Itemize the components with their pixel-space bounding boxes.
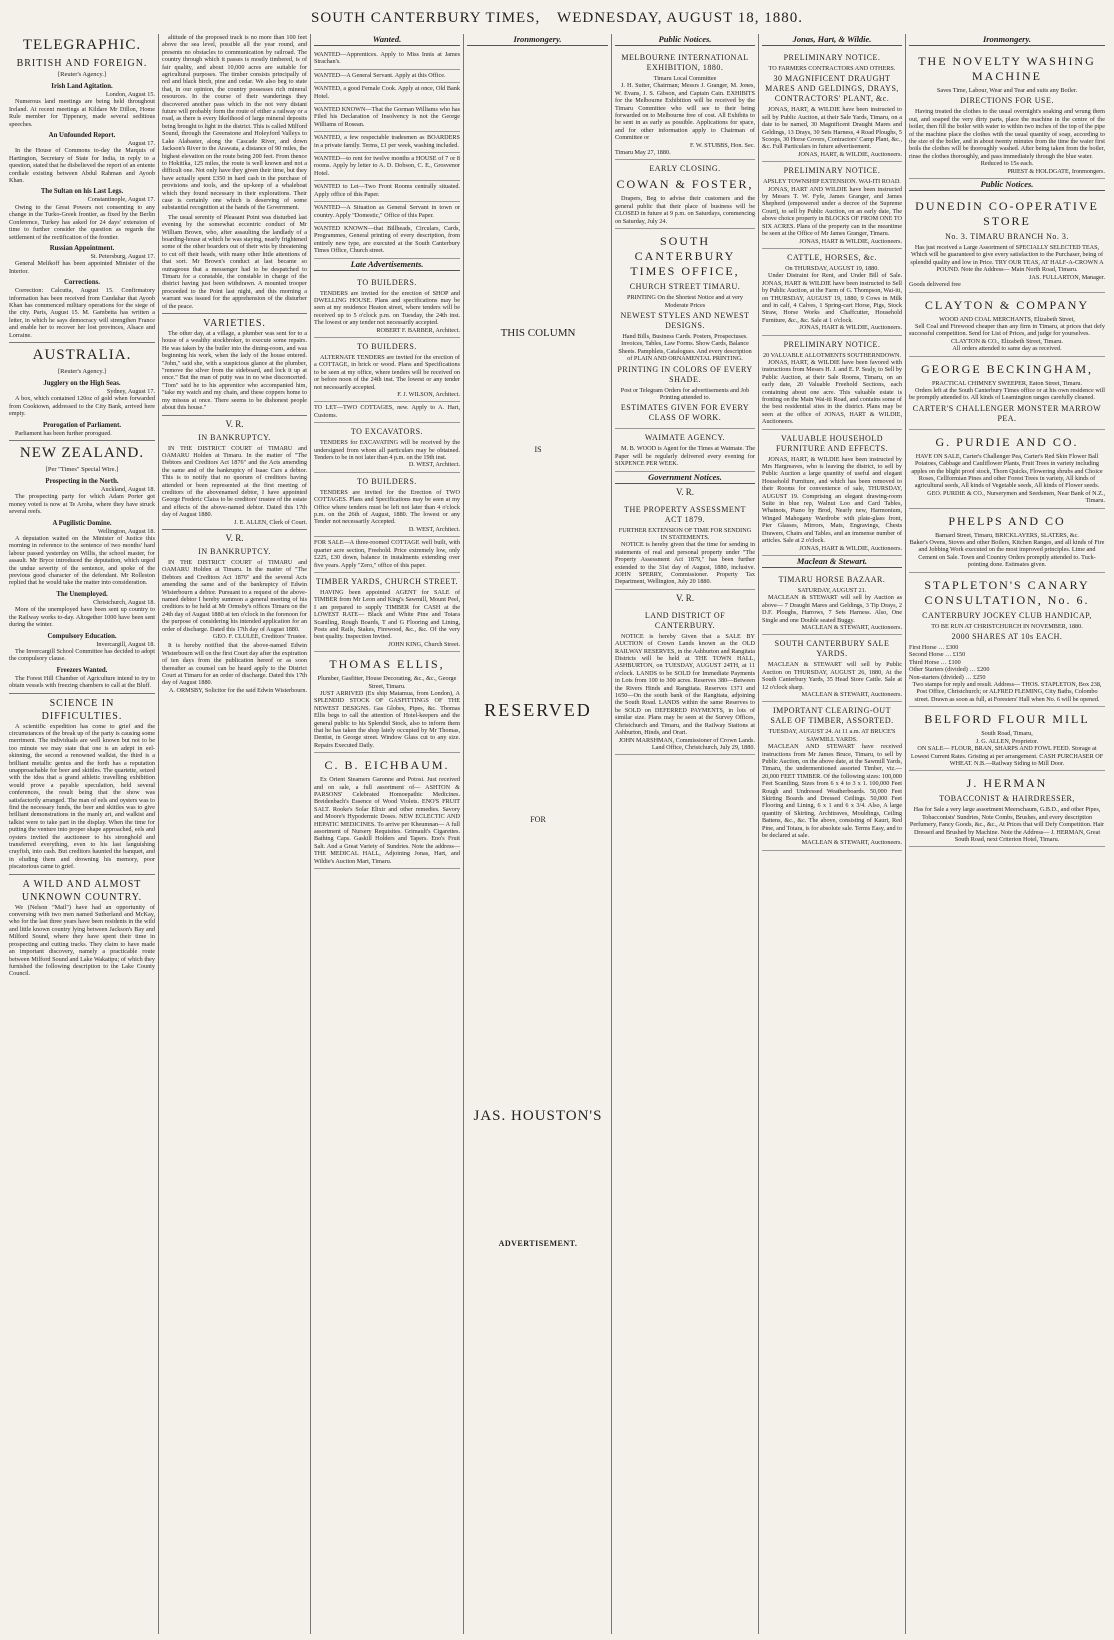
section-header: Public Notices. (909, 179, 1105, 191)
notice-title: IN BANKRUPTCY. (198, 432, 271, 442)
auction-notice: VALUABLE HOUSEHOLD FURNITURE AND EFFECTS. JONAS, HART, & WILDIE have been instructed by Mrs Hargreaves, who is leaving the district, to sell by Public Auction a large quantity of useful and elegant Household Furniture, and which has been removed to their Rooms for convenience of sale, THURSDAY, AUGUST 19. Comprising an elegant drawing-room Suite in blue rep, Walnut Loo and Card Tables, Whatnots, Piano by Brod, Nearly new, Harmonium, Winged Mahogany Wardrobe with plate-glass front, Pier Glasses, Mirrors, Mats, Engravings, Chests Drawers, Chairs and Tables, and an immense number of articles. Sale at 2 o'clock. JONAS, HART & WILDIE, Auctioneers. (762, 430, 902, 556)
paper-name: SOUTH CANTERBURY TIMES, (311, 10, 541, 26)
chimney-sweep-ad: GEORGE BECKINGHAM, PRACTICAL CHIMNEY SWEEPER, Eaton Street, Timaru. Orders left at the South Canterbury Times office or at his own residence will be promptly attended to. All kinds of Leamington ranges carefully cleaned. CARTER'S CHALLENGER MONSTER MARROW PEA. (909, 357, 1105, 430)
prize-row: Non-starters (divided) … £250 (909, 673, 986, 681)
column-wanted (310, 34, 463, 1634)
prize-list (909, 644, 1105, 681)
divider (162, 415, 307, 416)
news-item: A Pugilistic Domine. Wellington, August 18. A deputation waited on the Minister of Justice this morning in reference to the sentence of two months' hard labour passed yesterday on Willis, the school master, for assault. Mr Bryce introduced the deputation, which urged the undue severity of the sentence, and spoke of the previous good character of the defendant. Mr Rolleston replied that he would take the matter into consideration. (9, 519, 155, 587)
classified-ad: FOR SALE—A three-roomed COTTAGE well built, with quarter acre section, Freehold. Price extremely low, only £225, £30 down, balance in instalments extending over five years. Apply "Zero," office of this paper. (314, 537, 460, 573)
column-reserved (463, 34, 611, 1634)
section-header: Jonas, Hart, & Wildie. (762, 34, 902, 46)
article-title: A WILD AND ALMOST UNKNOWN COUNTRY. (21, 878, 143, 903)
reserved-line: IS (534, 445, 542, 454)
reserved-line: RESERVED (484, 700, 592, 720)
prize-row: First Horse … £300 (909, 644, 959, 652)
classified-ad: WANTED, a good Female Cook. Apply at once, Old Bank Hotel. (314, 83, 460, 104)
tender-ad: TO EXCAVATORS. TENDERS for EXCAVATING will be received by the undersigned from whom all particulars may be obtained. Tenders to be in not later than 4 p.m. on the 19th inst. D. WEST, Architect. (314, 423, 460, 473)
coal-merchant-ad: CLAYTON & COMPANY WOOD AND COAL MERCHANTS, Elizabeth Street, Sell Coal and Firewood cheaper than any firm in Timaru, at prices that defy successful competition. Send for List of Prices, and judge for yourselves. CLAYTON & CO., Elizabeth Street, Timaru. All orders attended to same day as received. (909, 293, 1105, 357)
auction-notice: SOUTH CANTERBURY SALE YARDS. MACLEAN & STEWART will sell by Public Auction on THURSDAY, AUGUST 26, 1880, At the South Canterbury Yards, 35 Head Store Cattle. Sale at 12 o'clock sharp. MACLEAN & STEWART, Auctioneers. (762, 635, 902, 702)
section-header: Late Advertisements. (314, 259, 460, 271)
notice-signature: J. E. ALLEN, Clerk of Court. (233, 518, 307, 526)
auction-notice: IMPORTANT CLEARING-OUT SALE OF TIMBER, ASSORTED. TUESDAY, AUGUST 24. At 11 a.m. AT BRUCE'S SAWMILL YARDS. MACLEAN AND STEWART have received instructions from Mr James Bruce, Timaru, to sell by Public Auction, on the above date, at the Sawmill Yards, Timaru, the undermentioned assorted Timber, viz.— 20,000 FEET TIMBER. Of the following sizes: 100,000 Feet Scantling, Sizes from 6 x 4 to 3 x 1. 100,000 Feet Rough and Undressed Weatherboards. 50,000 Feet Skirting Boards and Dressed Ceilings. 50,000 Feet Flooring and Lining, 6 x 1 and 6 x 3/4. Also, A large quantity of Skirting, Architraves, Mouldings, Ceiling Battens, &c., &c. The above, consisting of Kauri, Red Pine, and Totara, is for absolute sale. Terms Easy, and to be declared at sale. MACLEAN & STEWART, Auctioneers. (762, 702, 902, 851)
auction-notice: PRELIMINARY NOTICE. APSLEY TOWNSHIP EXTENSION. WAI-ITI ROAD. JONAS, HART AND WILDIE have been instructed by Messrs T. W. Fyfe, James Granger, and James Shepherd (empowered under a decree of the Supreme Court), to sell by Public Auction, on an early date, The above choice property in BLOCKS OF FROM ONE TO SIX ACRES. Plans of the property can in the meantime be seen at the Office of Mr James Granger, Timaru. JONAS, HART & WILDIE, Auctioneers. (762, 162, 902, 249)
article-body: altitude of the proposed track is no more than 100 feet above the sea level, possible all the year round, and presents no obstacles to communication by railroad. The country through which it passes is mostly timbered, is of fair quality, and about 10,000 acres are suitable for agricultural purposes. The timber consists principally of red and black birch, pine and cedar. We also beg to state that, in our opinion, the country possesses rich mineral resources. In the course of their wanderings they discovered another pass which in the not very distant future will probably form the route of either a railway or a road, as there is every likelihood of large mineral deposits being brought to light in the district. This is called Milford Sound, through the Greenstone and Holeyford Valleys to Lake Alabaster, along the Cascade River, and down Jackson's River to the Arawata, a distance of 90 miles, the highest elevation on the route being 200 feet. From thence to Hokitika, 125 miles, the route is well known and not a difficult one. Not only have they given their time, but they have actually spent £350 in hard cash in the purchase of provisions and tools, and the up-keep of a whaleboat which they found necessary in their explorations. Their case is certainly one which is deserving of some substantial recognition at the hands of the Government. (162, 34, 307, 212)
newspaper-columns (6, 34, 1108, 1634)
section-subtitle: BRITISH AND FOREIGN. (16, 58, 148, 69)
consultation-ad: STAPLETON'S CANARY CONSULTATION, No. 6. CANTERBURY JOCKEY CLUB HANDICAP, TO BE RUN AT CHRISTCHURCH IN NOVEMBER, 1880. 2000 SHARES AT 10s EACH. First Horse … £300 Second Horse … £150 Third Horse … £100 Other Starters (divided) … £200 Non-starters (divided) … £250 Two stamps for reply and result. Address— THOS. STAPLETON, Box 238, Post Office, Christchurch; or ALFRED FLEMING, City Baths, Colombo street. Drawn as soon as full, at Foresters' Hall when No. 6 will be opened. (909, 573, 1105, 708)
tobacconist-ad: J. HERMAN TOBACCONIST & HAIRDRESSER, Has for Sale a very large assortment Meerschaum, G.B.D., and other Pipes, Tobacconists' Sundries, Note Combs, Brushes, and every description Perfumery, Fancy Goods, &c., &c., At Prices that will Defy Competition. Hair Dressed and Brushed by Machine. Note the Address— J. HERMAN, Great South Road, next Criterion Hotel, Timaru. (909, 771, 1105, 847)
prize-row: Second Horse … £150 (909, 651, 966, 659)
classified-ad: WANTED—Apprentices. Apply to Miss Innis at James Strachan's. (314, 49, 460, 70)
column-public-notices (611, 34, 758, 1634)
ellis-ad: THOMAS ELLIS, Plumber, Gasfitter, House Decorating, &c., &c., George Street, Timaru. JUST ARRIVED (Ex ship Matamua, from London), A SPLENDID STOCK OF GASFITTINGS OF THE NEWEST DESIGNS. Gas Globes, Pipes, &c. Thomas Ellis begs to call the attention of Hotel-keepers and the general public to his Splendid Stock, also to inform them that he has taken the shop lately occupied by Mr Thomas, Dentist, in George street. Window Glass cut to any size. Repairs Executed Daily. (314, 652, 460, 753)
section-header: Government Notices. (615, 472, 755, 484)
news-item: Prorogation of Parliament. Parliament has been further prorogued. (15, 421, 122, 437)
divider (9, 693, 155, 694)
classified-ad: WANTED—A General Servant. Apply at this Office. (314, 70, 460, 83)
news-item: Freezers Wanted. The Forest Hill Chamber of Agriculture intend to try to obtain vessels with freezing chambers to call at the Bluff. (9, 666, 155, 690)
divider (162, 313, 307, 314)
royal-crest: V. R. (675, 592, 695, 603)
news-source: [Reuter's Agency.] (57, 71, 107, 78)
classified-ad: WANTED KNOWN—That the Gorman Williams who has Filed his Declaration of Insolvency is not the George Williams of Rosean. (314, 104, 460, 132)
classified-ad: TO LET—TWO COTTAGES, new. Apply to A. Hart, Customs. (314, 402, 460, 423)
prize-row: Third Horse … £100 (909, 658, 961, 666)
notice-body: IN THE DISTRICT COURT of TIMARU and OAMARU Holden at Timaru. In the matter of "The Debtors and Creditors Act 1876" and the several Acts amending the same and of the bankruptcy of Edwin Wisterbourn a debtor. Pursuant to a request of the above-named debtor I hereby summon a general meeting of his creditors to be held at Mr Ormsby's offices Timaru on the 24th day of August 1880 at ten o'clock in the forenoon for the purpose of considering his intended application for an order of discharge. Dated this 17th day of August 1880. (162, 558, 307, 633)
section-header: Ironmongery. (909, 34, 1105, 46)
prize-row: Other Starters (divided) … £200 (909, 666, 990, 674)
news-item: Compulsory Education. Invercargill, August 18. The Invercargill School Committee has decided to adopt the compulsory clause. (9, 632, 155, 663)
news-item: An Unfounded Report. August 17. In the House of Commons to-day the Marquis of Hartington, Secretary of State for India, in reply to a question, stated that he disbelieved the report of an entente cordiale existing between Abdul Rahman and Ayoob Khan. (9, 132, 155, 185)
article-body: A scientific expedition has come to grief and the circumstances of the break up of the party is causing some merriment. The individuals are well known but not to be too minute we may state that one is an adept in eel-skinning, the second a renowned walkist, the third is a brilliant metallic genius and the forth has a reputation unapproachable for beer and skittles. The quartette, seized with the idea that a grand athletic travelling exhibition would prove a payable speculation, held several conferences, the result being that the show was satisfactorily arranged. The man of eels and oysters was to find the necessary funds, the beer and skittles was to give brilliant demonstrations in the manly art, and walkist and talkist were to take part in the display. When the time for putting the venture into proper shape approached, eels and oysters invited the auctioneer to his stronghold and transferred everything, even to his last languishing crayfish, into cash. But creditors haunted the banquet, and in eluding them and drowning his memory, poor piscatorious came to grief. (9, 722, 155, 871)
exhibition-notice: MELBOURNE INTERNATIONAL EXHIBITION, 1880. Timaru Local Committee J. H. Sutter, Chairman; Messrs J. Granger, M. Jones, W. Evans, J. S. Gibson, and Captain Cain. EXHIBITS for the Melbourne Exhibition will be received by the Timaru Committee who will see to their being forwarded on to Melbourne free of cost. All Exhibits to be sent in as early as possible. Applications for space, and for other information apply to Chairman of Committee or F. W. STUBBS, Hon. Sec. Timaru May 27, 1880. (615, 49, 755, 160)
tender-ad: TO BUILDERS. ALTERNATE TENDERS are invited for the erection of a COTTAGE, in brick or wood. Plans and Specifications to be seen at my office, where tenders will be received on or before noon of the 24th inst. The lowest or any tender not necessarily accepted. F. J. WILSON, Architect. (314, 338, 460, 402)
section-title: NEW ZEALAND. (19, 445, 145, 461)
flour-mill-ad: BELFORD FLOUR MILL South Road, Timaru, J. G. ALLEN, Proprietor. ON SALE— FLOUR, BRAN, SHARPS AND FOWL FEED. Storage at Lowest Current Rates. Gristing at per arrangement. CASH PURCHASER OF WHEAT. N.B.—Railway Siding to Mill Door. (909, 707, 1105, 771)
news-item: Russian Appointment. St. Petersburg, August 17. General Melikoff has been appointed Minister of the Interior. (9, 244, 155, 275)
news-item: Jugglery on the High Seas. Sydney, August 17. A box, which contained 120oz of gold when forwarded from Cooktown, addressed to the City Bank, arrived here empty. (9, 379, 155, 418)
tender-ad: TO BUILDERS. TENDERS are invited for the erection of SHOP and DWELLING HOUSE. Plans and specifications may be seen at my residence Heaton street, where tenders will be received up to 5 o'clock p.m. on Tuesday, the 24th inst. The lowest or any tender not necessarily accepted. ROBERT F. BARBER, Architect. (314, 274, 460, 338)
royal-crest: V. R. (675, 486, 695, 497)
auction-notice: PRELIMINARY NOTICE. 20 VALUABLE ALLOTMENTS SOUTHERNDOWN. JONAS, HART, & WILDIE have been favored with instructions from Messrs H. J. and E. P. Sealy, to Sell by Public Auction, at their Sale Rooms, Timaru, on an early date, 20 Valuable Freehold Sections, each containing about one acre. This valuable estate is fronting on the Main Wai-iti Road, and contains some of the best residential sites in the district. Plans may be seen at the office of JONAS, HART & WILDIE, Auctioneers. (762, 336, 902, 430)
section-title: AUSTRALIA. (32, 346, 132, 363)
section-title: TELEGRAPHIC. (22, 37, 142, 53)
reserved-line: FOR (530, 815, 546, 824)
land-sale-notice: LAND DISTRICT OF CANTERBURY. NOTICE is hereby Given that a SALE BY AUCTION of Crown Lands known as the OLD RAILWAY RESERVES, in the Ashburton and Rangitata Districts will be held at THE TOWN HALL, ASHBURTON, on TUESDAY, AUGUST 24TH, at 11 o'clock. LANDS to be SOLD for Immediate Payments in Lots from 100 to 300 acres. Reserves 380—Between the Rivers Hinds and Rangitata. Reserves 1371 and 1650—On the south bank of the Rangitata, adjoining the South Road. LANDS within the same Reserves to be SOLD on DEFERRED PAYMENTS, in lots of similar size. Plans may be seen at the Survey Offices, Christchurch and Timaru, and the Railway Stations at Ashburton, Hinds, and Orari. JOHN MARSHMAN, Commissioner of Crown Lands. Land Office, Christchurch, July 29, 1880. (615, 607, 755, 756)
auction-notice: PRELIMINARY NOTICE. TO FARMERS CONTRACTORS AND OTHERS. 30 MAGNIFICENT DRAUGHT MARES AND GELDINGS, DRAYS, CONTRACTORS' PLANT, &c. JONAS, HART, & WILDIE have been instructed to sell by Public Auction, at their Sale Yards, Timaru, on a date to be named, 30 Magnificent Draught Mares and Geldings, 13 Drays, 30 Sets Harness, 4 Road Ploughs, 5 Scoops, 30 Horse Covers, Contractors' Camp Plant, &c., &c. Full Particulars in future advertisement. JONAS, HART, & WILDIE, Auctioneers. (762, 49, 902, 162)
nursery-ad: G. PURDIE AND CO. HAVE ON SALE, Carter's Challenger Pea, Carter's Red Skin Flower Ball Potatoes, Cabbage and Cauliflower Plants, Fruit Trees in variety including apples on the blight proof stock, Thorn Quicks, Flowering shrubs and Choice Roses, Cellformian Pines and other Forest Trees in variety, All kinds of agricultural seeds, All kinds of Vegetable seeds, All kinds of Flower seeds. GEO. PURDIE & CO., Nurserymen and Seedsmen, Near Bank of N.Z., Timaru. (909, 430, 1105, 509)
article-title: SCIENCE IN DIFFICULTIES. (41, 697, 123, 722)
issue-date: WEDNESDAY, AUGUST 18, 1880. (557, 10, 803, 26)
news-source: [Reuter's Agency.] (57, 367, 107, 375)
notice-signature: A. ORMSBY, Solicitor for the said Edwin Wisterbourn. (168, 686, 307, 694)
column-ironmongery (905, 34, 1108, 1634)
early-closing-notice: EARLY CLOSING. COWAN & FOSTER, Drapers, Beg to advise their customers and the general public that their place of business will be CLOSED in future at 9 p.m. on Saturdays, commencing on Saturday, July 24. (615, 160, 755, 229)
notice-body: It is hereby notified that the above-named Edwin Wisterbourn will on the first Court day after the expiration of ten days from the publication hereof or as soon thereafter as counsel can be heard apply to the District Court at Timaru for an order of discharge. Dated this 17th day of August 1880. (162, 642, 307, 687)
notice-title: IN BANKRUPTCY. (198, 546, 271, 556)
divider (162, 529, 307, 530)
news-source: [Per "Times" Special Wire.] (45, 466, 119, 473)
column-auctioneers (758, 34, 905, 1634)
divider (9, 440, 155, 441)
cooperative-store-ad: DUNEDIN CO-OPERATIVE STORE No. 3. TIMARU BRANCH No. 3. Has just received a Large Assortment of SPECIALLY SELECTED TEAS, Which will be guaranteed to give every satisfaction to the Purchaser, being of splendid quality and low in Price. TRY OUR TEAS, AT HALF-A-CROWN A POUND. Note the Address— Main North Road, Timaru. JAS. FULLARTON, Manager. Goods delivered free (909, 194, 1105, 292)
article-body: We (Nelson "Mail") have had an opportunity of conversing with two men named Sutherland and McKay, who for the last three years have been residents in the wild and little known country lying between Jackson's Bay and Milford Sound, where they have spent their time in prospecting and cutting tracks. They claim to have made an important discovery, namely a practicable route between Milford Sound and Lake Wakatipu; of which they furnished the following description to the Lake County Council. (9, 903, 155, 978)
news-item: The Sultan on his Last Legs. Constantinople, August 17. Owing to the Great Powers not consenting to any change in the Turko-Greek frontier, as fixed by the Berlin Conference, Turkey has asked for 24 days' extension of time to further consider the question as regards the settlement of the rectification of the frontier. (9, 188, 155, 241)
timber-ad: TIMBER YARDS, CHURCH STREET. HAVING been appointed AGENT for SALE of TIMBER from Mr Leon and King's Sawmill, Mount Peel, I am prepared to supply TIMBER for CASH at the LOWEST RATE— Black and White Pine and Totara Scantling, Rough Boards, T and G Flooring and Lining, Posts and Rails, Stakes, Firewood, &c., &c. Of the very best quality. Inspection Invited. JOHN KING, Church Street. (314, 573, 460, 652)
notice-body: IN THE DISTRICT COURT of TIMARU and OAMARU Holden at Timaru. In the matter of "The Debtors and Creditors Act 1876" and the Acts amending the same and of the bankruptcy of Isaac Cars a debtor. This is to notify that no quorum of creditors having attended or been represented at the first meeting of creditors of the abovenamed debtor, I have appointed George Frederic Claiss to be creditors' trustee of the estate and effects of the above-named debtor. Dated this 17th day of August 1880. (162, 444, 307, 519)
classified-ad: WANTED—to rent for twelve months a HOUSE of 7 or 8 rooms. Apply by letter to A. D. Dobson, C. E., Grosvenor Hotel. (314, 153, 460, 181)
section-header: Ironmongery. (467, 34, 608, 46)
auction-notice: CATTLE, HORSES, &c. On THURSDAY, AUGUST 19, 1880. Under Distraint for Rent, and Under Bill of Sale. JONAS, HART & WILDIE have been instructed to Sell by Public Auction, at the Farm of G. Thompson, Wai-iti, on THURSDAY, AUGUST 19, 1880, 9 Cows in Milk and in calf, 4 Calves, 1 Spring-cart Horse, Pigs, Stock Straw, Horse Works and Chaffcutter, Household Furniture, &c., &c. Sale at 1 o'clock. JONAS, HART & WILDIE, Auctioneers. (762, 249, 902, 336)
news-item: Irish Land Agitation. London, August 15. Numerous land meetings are being held throughout Ireland. At recent meetings at Kildare Mr Dillon, Home Rule member for Tipperary, made several seditious speeches. (9, 83, 155, 128)
bricklayers-ad: PHELPS AND CO Barnard Street, Timaru, BRICKLAYERS, SLATERS, &c. Baker's Ovens, Stoves and other Boilers, Kitchen Ranges, and all kinds of Fire and Jobbing Work executed on the most improved principles. Lime and Cement on Sale. Town and Country Orders promptly attended to. Tuck-pointing done. Estimates given. (909, 509, 1105, 573)
article-body: The usual serenity of Pleasant Point was disturbed last evening by the somewhat eccentric conduct of Mr William Brown, who, after assaulting the landlady of a boarding-house at which he was staying, nearly frightened some of the other boarders out of their wits by threatening to cut off their heads, with many other little attentions of that sort. Mr Brown's conduct at last became so outrageous that a messenger had to be despatched to Timaru for a constable, the constable in charge of the district having just been withdrawn. A mounted trooper proceeded to the Point last night, and this morning a warrant was issued for the apprehension of the disturber of the peace. (162, 213, 307, 310)
reserved-line: THIS COLUMN (500, 327, 576, 339)
classified-ad: WANTED—A Situation as General Servant in town or country. Apply "Domestic," Office of this Paper. (314, 202, 460, 223)
tender-ad: TO BUILDERS. TENDERS are invited for the Erection of TWO COTTAGES. Plans and Specifications may be seen at my Office where tenders must be left not later than 4 o'clock p.m. on the 26th of August, 1880. The lowest or any Tender not necessarily Accepted. D. WEST, Architect. (314, 473, 460, 537)
printing-office-ad: SOUTH CANTERBURY TIMES OFFICE, CHURCH STREET TIMARU. PRINTING On the Shortest Notice and at very Moderate Prices NEWEST STYLES AND NEWEST DESIGNS. Hand Bills, Business Cards. Posters, Prospectuses. Invoices, Tables, Law Forms. Show Cards, Balance Sheets. Pamphlets, Catalogues. And every description of PLAIN AND ORNAMENTAL PRINTING. PRINTING IN COLORS OF EVERY SHADE. Post or Telegram Orders for advertisements and Job Printing attended to. ESTIMATES GIVEN FOR EVERY CLASS OF WORK. (615, 229, 755, 429)
divider (9, 342, 155, 343)
section-header: Public Notices. (615, 34, 755, 46)
news-item: Corrections. Correction: Calcutta, August 15. Confirmatory information has been received from Candahar that Ayoob Khan has commenced military operations for the siege of the city. Paris, August 15. M. Gambetta has written a letter, in which he says democracy will strengthen France and enable her to recover her lost provinces, Alsace and Lorraine. (9, 279, 155, 339)
section-header: Maclean & Stewart. (762, 556, 902, 568)
reserved-line: ADVERTISEMENT. (498, 1239, 578, 1248)
assessment-notice: THE PROPERTY ASSESSMENT ACT 1879. FURTHER EXTENSION OF TIME FOR SENDING IN STATEMENTS. NOTICE is hereby given that the time for sending in statements of real and personal property under "The Property Assessment Act 1879," has been further extended to the 31st day of August, 1880, inclusive. JOHN SPERRY, Commissioner. Property Tax Department, Wellington, July 20 1880. (615, 501, 755, 590)
section-header: Wanted. (314, 34, 460, 46)
royal-crest: V. R. (225, 418, 244, 429)
news-item: The Unemployed. Christchurch, August 18. More of the unemployed have been sent up country to the Railway works to-day. Altogether 1000 have been sent during the winter. (9, 590, 155, 629)
column-telegraphic (6, 34, 158, 1634)
auction-notice: TIMARU HORSE BAZAAR. SATURDAY, AUGUST 21. MACLEAN & STEWART will sell by Auction as above— 7 Draught Mares and Geldings, 3 Tip Drays, 2 D.F. Ploughs, Harrows, 7 Sets Harness. Also, One Single and one Double seated Buggy. MACLEAN & STEWART, Auctioneers. (762, 571, 902, 635)
news-item: Prospecting in the North. Auckland, August 18. The prospecting party for which Adam Porter got money voted is now at Te Aroha, where they have struck several reefs. (9, 478, 155, 516)
classified-ad: WANTED KNOWN—that Billheads, Circulars, Cards, Programmes, General printing of every description, from entirely new type, are executed at the South Canterbury Times Office, Church street. (314, 223, 460, 259)
reserved-line: JAS. HOUSTON'S (473, 1108, 603, 1124)
masthead (0, 0, 1114, 30)
article-body: The other day, at a village, a plumber was sent for to a house of a wealthy stockbroker, to execute some repairs. He was taken by the butler into the dining-room, and was beginning his work, when the lady of the house entered. "John," said she, with a suspicious glance at the plumber, "remove the silver from the sideboard, and lock it up at once." But the man of putty was in no wise disconcerted. "Tom" said he to his apprentice who accompanied him, "take my watch and my chain, and these coppers home to my missus at once. There seems to be dishonest people about this house." (162, 330, 307, 412)
notice-signature: GEO. F. CLULEE, Creditors' Trustee. (212, 633, 307, 641)
classified-ad: WANTED, a few respectable tradesmen as BOARDERS in a private family. Terms, £1 per week, washing included. (314, 132, 460, 153)
classified-ad: WANTED to Let—Two Front Rooms centrally situated. Apply office of this Paper. (314, 181, 460, 202)
divider (9, 874, 155, 875)
eichbaum-ad: C. B. EICHBAUM. Ex Orient Steamers Garonne and Potosi. Just received and on sale, a full assortment of— ASHTON & PARSONS' Celebrated Homoepathic Medicines. Breidenbach's Essence of Wood Violets. ENO'S FRUIT SALT. Rooke's Solar Elixir and other remedies. Savory and Moore's Hypodermic Doses. NEW ECLECTIC AND HEPATIC MEDICINES. To arrive per Kheumnan— A full assortment of Nursery Requisites. Grimault's Cigarettes. Bathing Caps. Gaskill Holders and Tapers. Eno's Fruit Salt. And a Great Variety of Sundries. Note the address— THE MEDICAL HALL, Adjoining Jonas, Hart, and Wildie's Auction Mart, Timaru. (314, 753, 460, 869)
article-title: VARIETIES. (203, 318, 266, 330)
column-news-continued (158, 34, 310, 1634)
waimate-agency-notice: WAIMATE AGENCY. M. B. WOOD is Agent for the Times at Waimate. The Paper will be regularly delivered every evening for SIXPENCE PER WEEK. (615, 429, 755, 471)
washing-machine-ad: THE NOVELTY WASHING MACHINE Saves Time, Labour, Wear and Tear and suits any Boiler. DIRECTIONS FOR USE. Having treated the clothes to the usual overnight's soaking and wrung them out, and soaped the very dirty parts, place the machine in the centre of the boiler, then fill the boiler with water to within two inches of the top of the pipe of the machine place the clothes with the usual quantity of soap, according to the size of the boiler, and in about twenty minutes from the time the water first boils the clothes will be thoroughly washed. After being taken from the boiler, rinse the clothes thoroughly, and pass immediately through the blue water. Reduced to 15s each. PRIEST & HOLDGATE, Ironmongers. (909, 49, 1105, 179)
royal-crest: V. R. (225, 532, 244, 543)
